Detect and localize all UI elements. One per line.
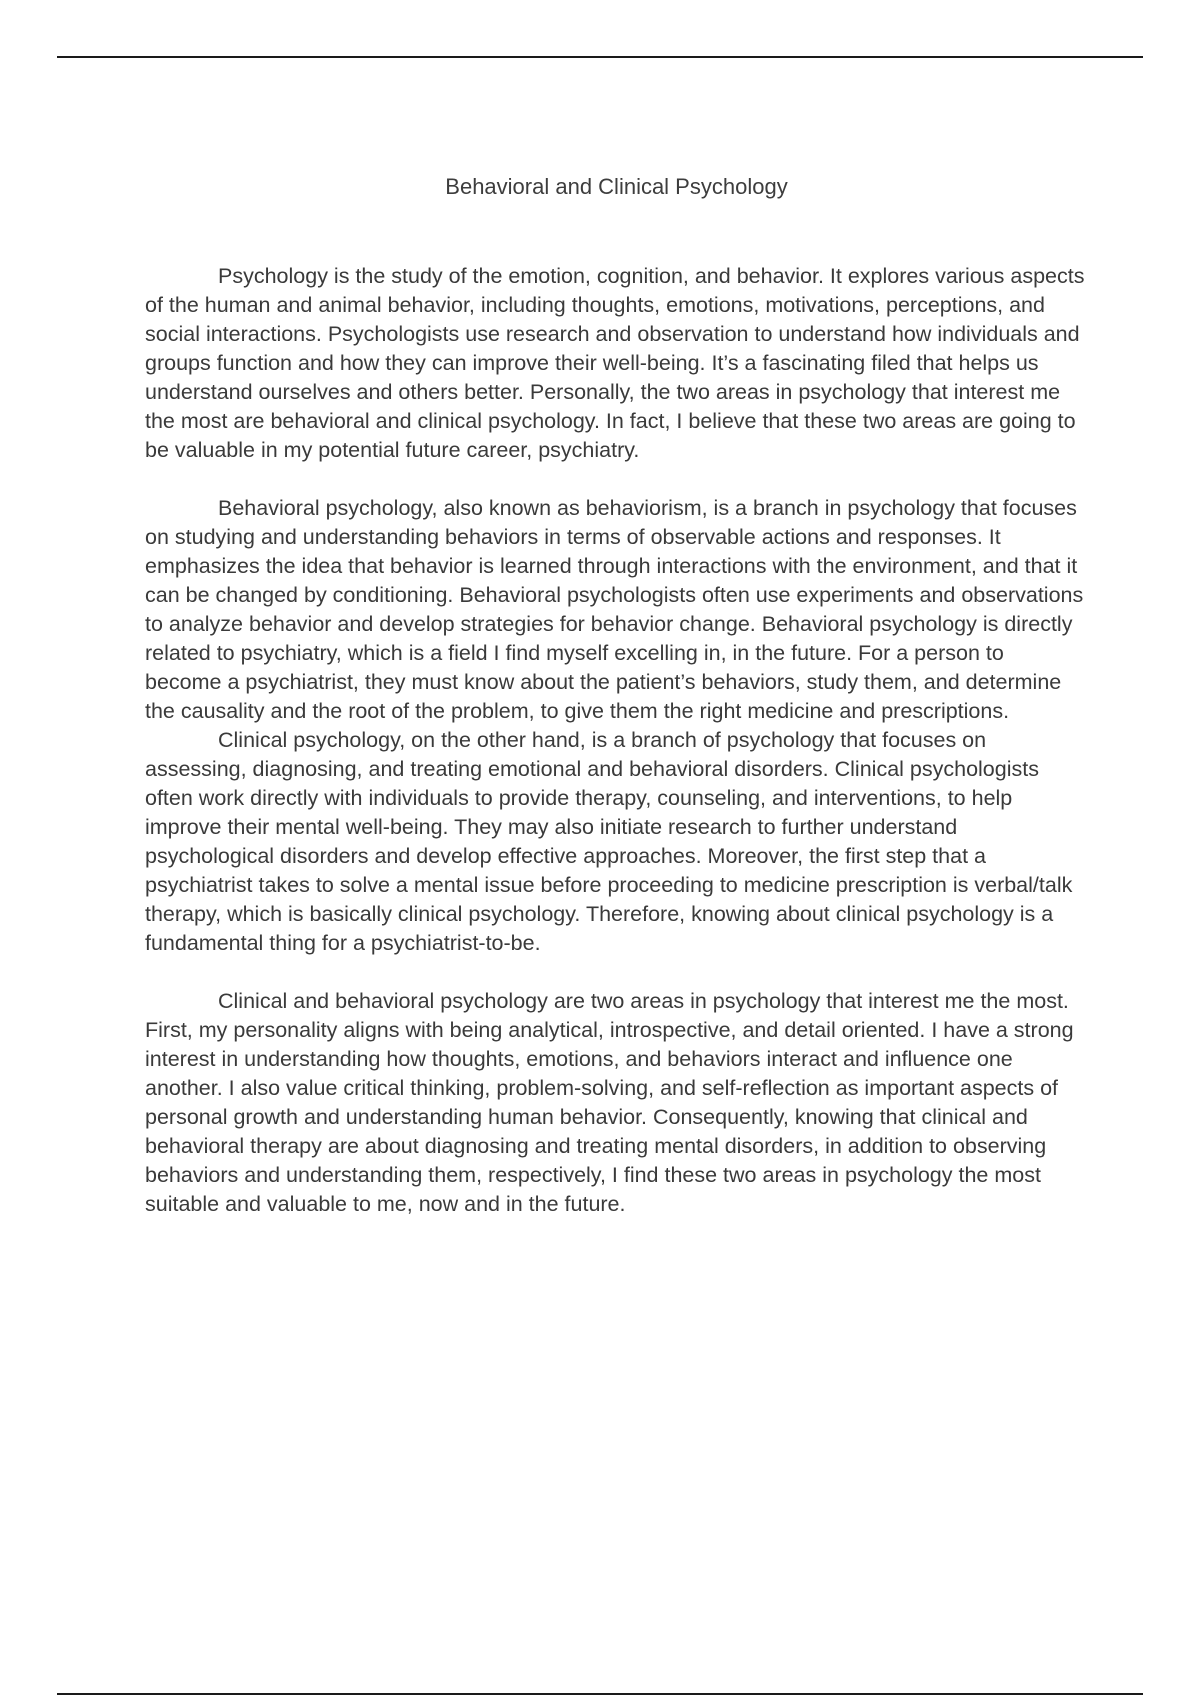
paragraph-introduction: Psychology is the study of the emotion, cognition, and behavior. It explores various aspects of the human and animal behavior, including thoughts, emotions, motivations, perceptions, and social interactions. Psychologists use research and observation to understand how individuals and groups function and how they can improve their well-being. It’s a fascinating filed that helps us understand ourselves and others better. Personally, the two areas in psychology that interest me the most are behavioral and clinical psychology. In fact, I believe that these two areas are going to be valuable in my potential future career, psychiatry. — [145, 264, 1085, 462]
document-body — [145, 262, 1085, 1219]
document-title: Behavioral and Clinical Psychology — [445, 174, 788, 199]
paragraph-behavioral-psychology: Behavioral psychology, also known as behaviorism, is a branch in psychology that focuses on studying and understanding behaviors in terms of observable actions and responses. It emphasizes the idea that behavior is learned through interactions with the environment, and that it can be changed by conditioning. Behavioral psychologists often use experiments and observations to analyze behavior and develop strategies for behavior change. Behavioral psychology is directly related to psychiatry, which is a field I find myself excelling in, in the future. For a person to become a psychiatrist, they must know about the patient’s behaviors, study them, and determine the causality and the root of the problem, to give them the right medicine and prescriptions. — [145, 496, 1084, 723]
footer-rule — [57, 1693, 1143, 1695]
paragraph-conclusion: Clinical and behavioral psychology are two areas in psychology that interest me the most. First, my personality aligns with being analytical, introspective, and detail oriented. I have a strong interest in understanding how thoughts, emotions, and behaviors interact and influence one another. I also value critical thinking, problem-solving, and self-reflection as important aspects of personal growth and understanding human behavior. Consequently, knowing that clinical and behavioral therapy are about diagnosing and treating mental disorders, in addition to observing behaviors and understanding them, respectively, I find these two areas in psychology the most suitable and valuable to me, now and in the future. — [145, 989, 1074, 1216]
paragraph-clinical-psychology: Clinical psychology, on the other hand, is a branch of psychology that focuses on assessing, diagnosing, and treating emotional and behavioral disorders. Clinical psychologists often work directly with individuals to provide therapy, counseling, and interventions, to help improve their mental well-being. They may also initiate research to further understand psychological disorders and develop effective approaches. Moreover, the first step that a psychiatrist takes to solve a mental issue before proceeding to medicine prescription is verbal/talk therapy, which is basically clinical psychology. Therefore, knowing about clinical psychology is a fundamental thing for a psychiatrist-to-be. — [145, 728, 1073, 955]
header-rule — [57, 56, 1143, 58]
